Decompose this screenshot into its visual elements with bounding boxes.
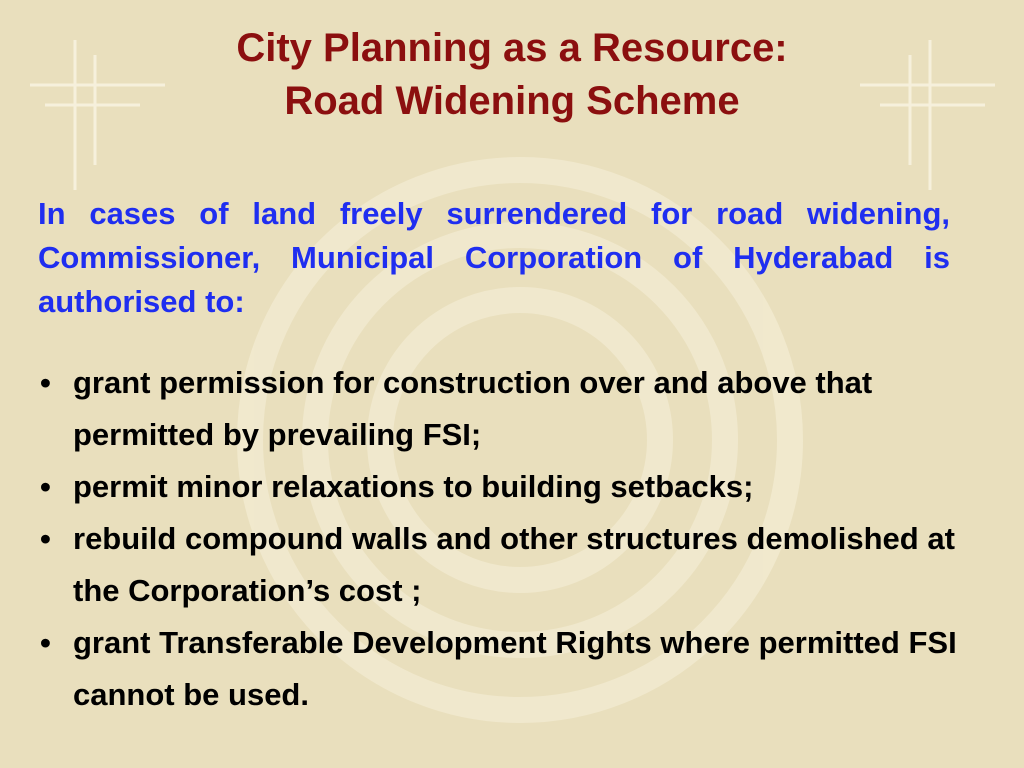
bullet-list bbox=[40, 357, 1000, 721]
bullet-item-tdr-permission bbox=[40, 357, 1000, 461]
bullet-text: rebuild compound walls and other structures demolished at the Corporation’s cost ; bbox=[73, 521, 955, 608]
title-line-1: City Planning as a Resource: bbox=[236, 26, 788, 70]
bullet-dot-icon: • bbox=[40, 469, 51, 504]
bullet-dot-icon: • bbox=[40, 625, 51, 660]
bullet-text: permit minor relaxations to building setbacks; bbox=[73, 469, 754, 504]
intro-paragraph: In cases of land freely surrendered for road widening, Commissioner, Municipal Corporation of Hyderabad is authorised to: bbox=[38, 196, 950, 319]
title-line-2: Road Widening Scheme bbox=[284, 79, 740, 123]
bullet-item-setbacks bbox=[40, 461, 1000, 513]
bullet-item-tdr bbox=[40, 617, 1000, 721]
bullet-text: grant Transferable Development Rights where permitted FSI cannot be used. bbox=[73, 625, 957, 712]
bullet-dot-icon: • bbox=[40, 365, 51, 400]
bullet-item-compound-walls bbox=[40, 513, 1000, 617]
bullet-text: grant permission for construction over and above that permitted by prevailing FSI; bbox=[73, 365, 873, 452]
slide-title bbox=[0, 22, 1024, 128]
bullet-dot-icon: • bbox=[40, 521, 51, 556]
